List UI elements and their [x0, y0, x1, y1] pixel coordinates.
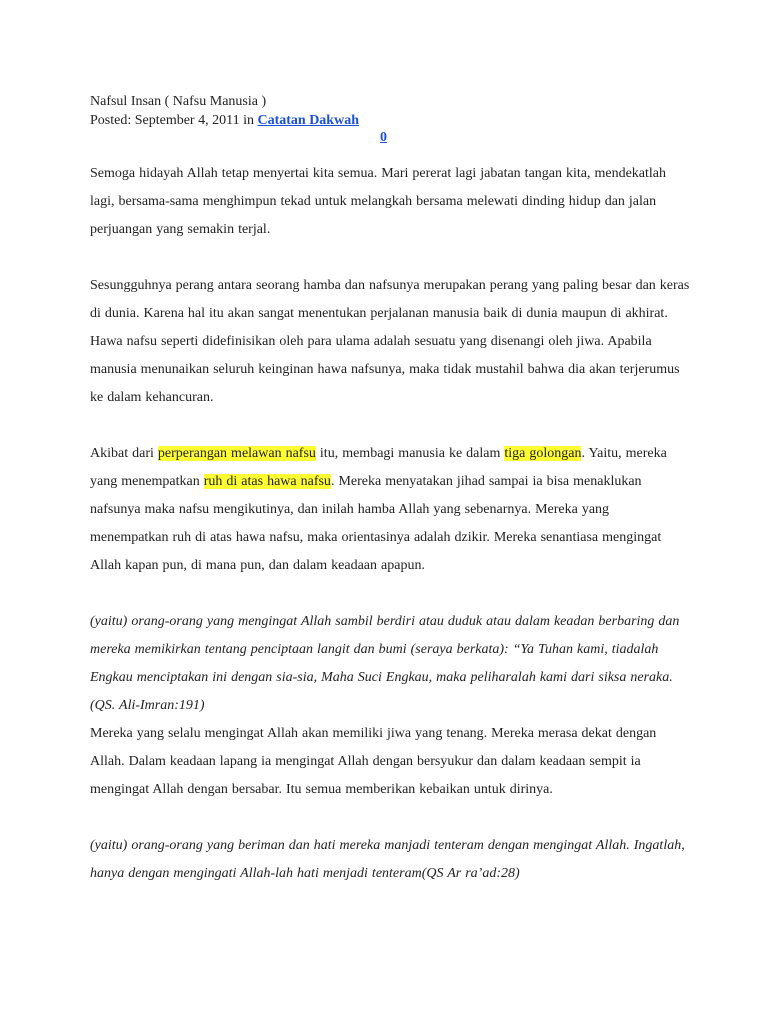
text-segment: itu, membagi manusia ke dalam — [315, 446, 505, 461]
category-link[interactable]: Catatan Dakwah — [257, 113, 359, 128]
text-segment: Akibat dari — [90, 446, 158, 461]
text-segment: . Yaitu, mereka yang menempatkan — [90, 446, 667, 489]
paragraph-perang: Sesungguhnya perang antara seorang hamba dan nafsunya merupakan perang yang paling besar dan keras di dunia. Karena hal itu akan sangat menentukan perjalanan manusia baik di dunia maupun di akhirat. Hawa nafsu seperti didefinisikan oleh para ulama adalah sesuatu yang disenangi oleh jiwa. Apabila manusia menunaikan seluruh keinginan hawa nafsunya, maka tidak mustahil bahwa dia akan terjerumus ke dalam kehancuran. — [90, 278, 690, 405]
paragraph-intro: Semoga hidayah Allah tetap menyertai kita semua. Mari pererat lagi jabatan tangan kita, mendekatlah lagi, bersama-sama menghimpun tekad untuk melangkah bersama melewati dinding hidup dan jalan perjuangan yang semakin terjal. — [90, 166, 667, 237]
paragraph-gap — [90, 580, 690, 608]
paragraph-jiwa-tenang: Mereka yang selalu mengingat Allah akan memiliki jiwa yang tenang. Mereka merasa dekat dengan Allah. Dalam keadaan lapang ia mengingat Allah dengan bersyukur dan dalam keadaan sempit ia mengingat Allah dengan bersabar. Itu semua memberikan kebaikan untuk dirinya. — [90, 726, 657, 797]
highlight-tiga-golongan: tiga golongan — [504, 446, 582, 461]
quote-ar-raad: (yaitu) orang-orang yang beriman dan hati mereka manjadi tenteram dengan mengingat Allah. Ingatlah, hanya dengan mengingati Allah-lah hati menjadi tenteram(QS Ar ra’ad:28) — [90, 838, 685, 881]
highlight-perperangan: perperangan melawan nafsu — [157, 446, 316, 461]
text-segment: . Mereka menyatakan jihad sampai ia bisa menaklukan nafsunya maka nafsu mengikutinya, dan inilah hamba Allah yang sebenarnya. Mereka yang menempatkan ruh di atas hawa nafsu, maka orientasinya adalah dzikir. Mereka senantiasa mengingat Allah kapan pun, di mana pun, dan dalam keadaan apapun. — [90, 474, 662, 573]
document-page — [90, 92, 690, 888]
paragraph-gap — [90, 804, 690, 832]
post-meta — [90, 111, 690, 130]
comments-row — [90, 130, 690, 150]
paragraph-golongan — [90, 440, 690, 580]
paragraph-gap — [90, 412, 690, 440]
quote-ali-imran: (yaitu) orang-orang yang mengingat Allah sambil berdiri atau duduk atau dalam keadan berbaring dan mereka memikirkan tentang penciptaan langit dan bumi (seraya berkata): “Ya Tuhan kami, tiadalah Engkau menciptakan ini dengan sia-sia, Maha Suci Engkau, maka peliharalah kami dari siksa neraka.(QS. Ali-Imran:191) — [90, 614, 680, 713]
posted-date: Posted: September 4, 2011 in — [90, 113, 258, 128]
post-title: Nafsul Insan ( Nafsu Manusia ) — [90, 94, 267, 109]
paragraph-gap — [90, 244, 690, 272]
comment-count-link[interactable]: 0 — [380, 130, 387, 145]
highlight-ruh: ruh di atas hawa nafsu — [203, 474, 331, 489]
